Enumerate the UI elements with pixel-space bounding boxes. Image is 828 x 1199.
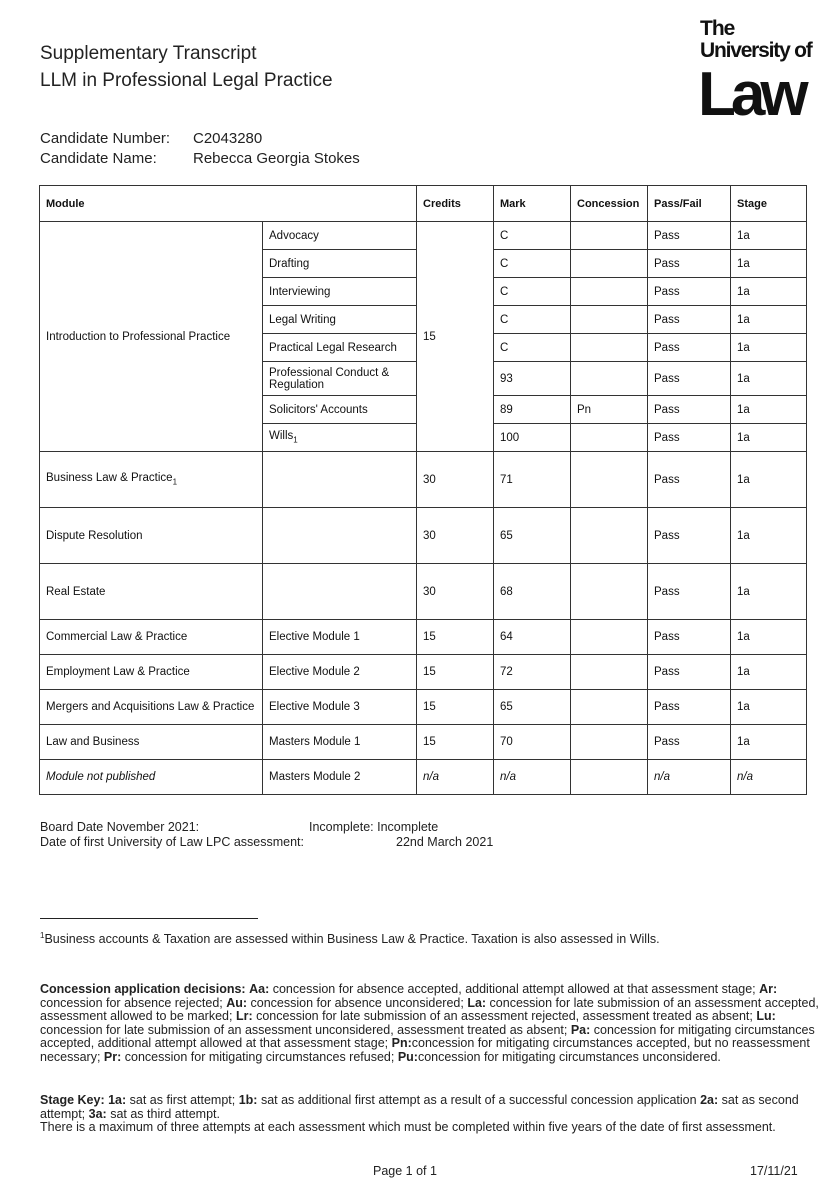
key-text: concession for late submission of an assessment rejected, assessment treated as absent; <box>252 1009 757 1024</box>
table-row <box>40 760 807 795</box>
stage-cell: 1a <box>731 362 807 396</box>
module-name: Mergers and Acquisitions Law & Practice <box>40 690 263 725</box>
result-cell: Pass <box>648 396 731 424</box>
title-line-2: LLM in Professional Legal Practice <box>40 70 333 91</box>
stage-note: There is a maximum of three attempts at each assessment which must be completed within five years of the date of first assessment. <box>40 1120 776 1135</box>
board-status: Incomplete: Incomplete <box>309 820 439 834</box>
mark-cell: 72 <box>494 655 571 690</box>
header-module: Module <box>40 186 417 222</box>
module-name: Law and Business <box>40 725 263 760</box>
stage-cell: 1a <box>731 424 807 452</box>
key-text: concession for absence rejected; <box>40 995 227 1010</box>
result-cell: n/a <box>648 760 731 795</box>
concession-cell <box>571 222 648 250</box>
sub-module-name: Practical Legal Research <box>263 334 417 362</box>
key-text: concession for mitigating circumstances accepted, additional attempt allowed at that assessment stage; <box>40 1022 815 1051</box>
mark-cell: 71 <box>494 452 571 508</box>
candidate-number: C2043280 <box>193 130 263 147</box>
key-code: La: <box>467 995 487 1010</box>
sub-module-name: Legal Writing <box>263 306 417 334</box>
key-code: Ar: <box>759 982 778 996</box>
key-code: Lr: <box>235 1009 253 1024</box>
key-code: Pa: <box>570 1022 591 1037</box>
mark-cell: n/a <box>494 760 571 795</box>
concession-cell <box>571 620 648 655</box>
module-type-cell <box>263 508 417 564</box>
logo-line-1: The <box>700 17 735 40</box>
stage-cell: 1a <box>731 222 807 250</box>
result-cell: Pass <box>648 452 731 508</box>
board-row <box>40 820 493 835</box>
concession-cell <box>571 725 648 760</box>
credits-cell: n/a <box>417 760 494 795</box>
footnote-rule <box>40 918 258 919</box>
module-name: Module not published <box>40 760 263 795</box>
first-assessment-label: Date of first University of Law LPC assessment: <box>40 835 304 849</box>
sub-module-name: Solicitors' Accounts <box>263 396 417 424</box>
key-text: concession for late submission of an assessment accepted, assessment allowed to be marked; <box>40 995 819 1024</box>
stage-items <box>40 1093 799 1121</box>
mark-cell: 65 <box>494 690 571 725</box>
stage-cell: 1a <box>731 452 807 508</box>
sub-module-name: Professional Conduct & Regulation <box>263 362 417 396</box>
key-code: Pr: <box>103 1049 122 1064</box>
result-cell: Pass <box>648 620 731 655</box>
credits-cell: 15 <box>417 725 494 760</box>
credits-cell: 30 <box>417 452 494 508</box>
table-row <box>40 564 807 620</box>
mark-cell: C <box>494 278 571 306</box>
key-code: 1a: <box>108 1093 127 1107</box>
candidate-name: Rebecca Georgia Stokes <box>193 150 360 167</box>
header-stage: Stage <box>731 186 807 222</box>
sub-module-name: Drafting <box>263 250 417 278</box>
module-type-cell: Elective Module 2 <box>263 655 417 690</box>
logo-line-2: University of <box>700 39 812 62</box>
key-code: Aa: <box>249 982 270 996</box>
document-title <box>40 40 333 94</box>
intro-credits: 15 <box>417 222 494 452</box>
module-type-cell: Masters Module 1 <box>263 725 417 760</box>
concession-cell <box>571 760 648 795</box>
concession-key <box>40 983 825 1065</box>
header-passfail: Pass/Fail <box>648 186 731 222</box>
concession-cell <box>571 690 648 725</box>
mark-cell: C <box>494 334 571 362</box>
mark-cell: 65 <box>494 508 571 564</box>
credits-cell: 15 <box>417 620 494 655</box>
concession-cell <box>571 424 648 452</box>
mark-cell: C <box>494 250 571 278</box>
module-type-cell: Elective Module 1 <box>263 620 417 655</box>
module-name: Employment Law & Practice <box>40 655 263 690</box>
module-type-cell: Elective Module 3 <box>263 690 417 725</box>
credits-cell: 30 <box>417 564 494 620</box>
result-cell: Pass <box>648 362 731 396</box>
footnote-text: Business accounts & Taxation are assessed within Business Law & Practice. Taxation is also assessed in Wills. <box>44 932 660 947</box>
table-row <box>40 508 807 564</box>
concession-cell <box>571 306 648 334</box>
stage-cell: 1a <box>731 306 807 334</box>
credits-cell: 15 <box>417 655 494 690</box>
result-cell: Pass <box>648 334 731 362</box>
stage-cell: 1a <box>731 564 807 620</box>
stage-cell: 1a <box>731 396 807 424</box>
sub-module-name: Advocacy <box>263 222 417 250</box>
sub-module-name: Interviewing <box>263 278 417 306</box>
key-code: Au: <box>226 995 248 1010</box>
first-assessment-row <box>40 835 493 850</box>
logo-line-3: Law <box>698 60 804 129</box>
result-cell: Pass <box>648 424 731 452</box>
key-code: Pn: <box>391 1036 412 1051</box>
mark-cell: 70 <box>494 725 571 760</box>
key-code: 3a: <box>88 1106 107 1121</box>
result-cell: Pass <box>648 655 731 690</box>
stage-cell: 1a <box>731 655 807 690</box>
module-name: Dispute Resolution <box>40 508 263 564</box>
print-date: 17/11/21 <box>750 1164 798 1178</box>
concession-cell <box>571 250 648 278</box>
stage-key <box>40 1094 825 1135</box>
concession-cell <box>571 508 648 564</box>
stage-cell: 1a <box>731 278 807 306</box>
transcript-table <box>39 185 807 795</box>
module-name: Commercial Law & Practice <box>40 620 263 655</box>
intro-module-name: Introduction to Professional Practice <box>40 222 263 452</box>
mark-cell: 100 <box>494 424 571 452</box>
result-cell: Pass <box>648 508 731 564</box>
result-cell: Pass <box>648 222 731 250</box>
module-name: Real Estate <box>40 564 263 620</box>
result-cell: Pass <box>648 725 731 760</box>
mark-cell: C <box>494 222 571 250</box>
business-law-label: Business Law & Practice <box>46 472 173 485</box>
key-text: concession for absence accepted, additional attempt allowed at that assessment stage; <box>269 982 760 996</box>
key-text: sat as third attempt. <box>106 1106 220 1121</box>
header-credits: Credits <box>417 186 494 222</box>
concession-heading: Concession application decisions: <box>40 982 246 996</box>
result-cell: Pass <box>648 690 731 725</box>
stage-cell: n/a <box>731 760 807 795</box>
key-code: Pu: <box>397 1049 418 1064</box>
candidate-number-label: Candidate Number: <box>40 130 171 147</box>
mark-cell: 93 <box>494 362 571 396</box>
concession-cell <box>571 655 648 690</box>
concession-cell <box>571 452 648 508</box>
concession-cell <box>571 278 648 306</box>
stage-cell: 1a <box>731 250 807 278</box>
concession-cell <box>571 564 648 620</box>
mark-cell: 64 <box>494 620 571 655</box>
key-text: sat as first attempt; <box>126 1093 239 1107</box>
candidate-info <box>40 129 360 169</box>
header-concession: Concession <box>571 186 648 222</box>
stage-cell: 1a <box>731 334 807 362</box>
concession-cell <box>571 362 648 396</box>
page-number: Page 1 of 1 <box>373 1164 437 1178</box>
table-row <box>40 620 807 655</box>
sub-module-name <box>263 424 417 452</box>
first-assessment-date: 22nd March 2021 <box>396 835 494 849</box>
table-row <box>40 655 807 690</box>
result-cell: Pass <box>648 306 731 334</box>
key-text: concession for late submission of an assessment unconsidered, assessment treated as absent; <box>40 1022 571 1037</box>
key-text: concession for mitigating circumstances unconsidered. <box>417 1049 721 1064</box>
table-header-row <box>40 186 807 222</box>
key-text: sat as second attempt; <box>40 1093 799 1121</box>
table-row <box>40 725 807 760</box>
key-text: concession for mitigating circumstances refused; <box>121 1049 398 1064</box>
stage-cell: 1a <box>731 690 807 725</box>
mark-cell: 68 <box>494 564 571 620</box>
result-cell: Pass <box>648 250 731 278</box>
board-info <box>40 820 493 850</box>
stage-cell: 1a <box>731 620 807 655</box>
key-code: 1b: <box>238 1093 258 1107</box>
candidate-number-row <box>40 129 360 149</box>
credits-cell: 15 <box>417 690 494 725</box>
module-type-cell <box>263 452 417 508</box>
module-type-cell: Masters Module 2 <box>263 760 417 795</box>
result-cell: Pass <box>648 564 731 620</box>
module-name <box>40 452 263 508</box>
stage-cell: 1a <box>731 725 807 760</box>
stage-heading: Stage Key: <box>40 1093 105 1107</box>
mark-cell: 89 <box>494 396 571 424</box>
title-line-1: Supplementary Transcript <box>40 43 257 64</box>
table-row <box>40 452 807 508</box>
concession-cell <box>571 334 648 362</box>
key-code: 2a: <box>700 1093 719 1107</box>
header-mark: Mark <box>494 186 571 222</box>
footnote <box>40 931 660 946</box>
key-text: concession for mitigating circumstances accepted, but no reassessment necessary; <box>40 1036 810 1064</box>
mark-cell: C <box>494 306 571 334</box>
board-date-label: Board Date November 2021: <box>40 820 200 834</box>
footnote-marker: 1 <box>293 435 298 445</box>
key-code: Lu: <box>756 1009 776 1024</box>
wills-label: Wills <box>269 430 294 443</box>
module-type-cell <box>263 564 417 620</box>
result-cell: Pass <box>648 278 731 306</box>
credits-cell: 30 <box>417 508 494 564</box>
candidate-name-row <box>40 149 360 169</box>
candidate-name-label: Candidate Name: <box>40 150 157 167</box>
table-row <box>40 690 807 725</box>
footnote-marker: 1 <box>40 931 45 940</box>
stage-cell: 1a <box>731 508 807 564</box>
university-logo <box>700 18 822 128</box>
key-text: concession for absence unconsidered; <box>247 995 468 1010</box>
table-row <box>40 222 807 250</box>
footnote-marker: 1 <box>172 477 178 487</box>
key-text: sat as additional first attempt as a result of a successful concession application <box>257 1093 701 1107</box>
concession-cell: Pn <box>571 396 648 424</box>
